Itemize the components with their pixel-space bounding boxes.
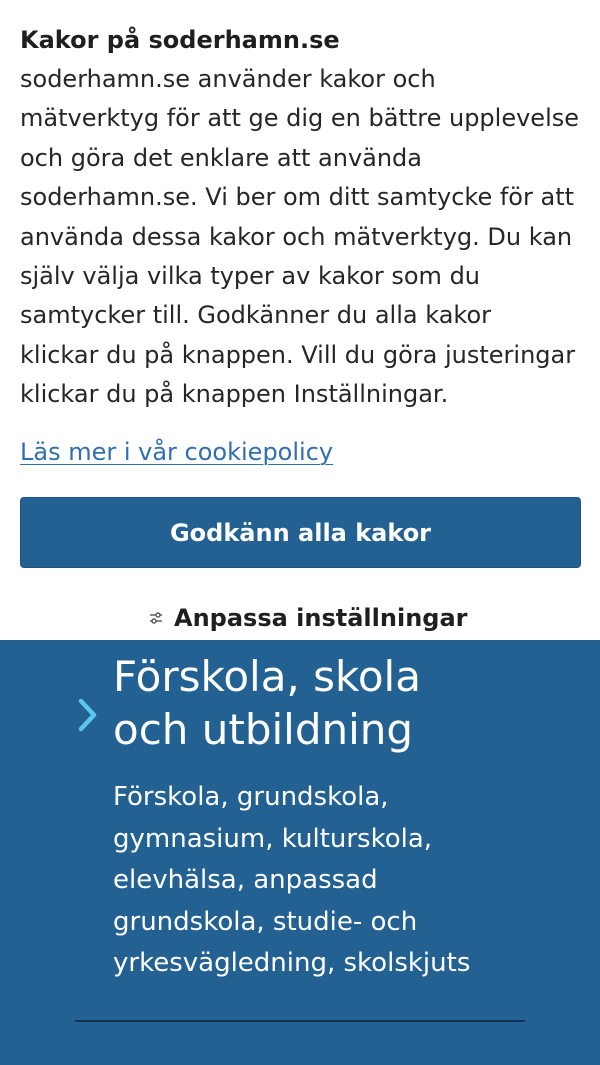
cookie-text-line: soderhamn.se använder kakor och [20, 65, 436, 93]
sliders-icon [148, 611, 164, 625]
accept-all-cookies-button[interactable]: Godkänn alla kakor [20, 497, 581, 568]
divider [75, 1020, 525, 1022]
chevron-right-icon [76, 695, 100, 735]
customize-settings-label: Anpassa inställningar [174, 604, 468, 632]
category-description-line: Förskola, grundskola, [113, 782, 389, 812]
cookie-text-line: använda dessa kakor och mätverktyg. Du kan [20, 222, 573, 251]
cookie-text-line: och göra det enklare att använda [20, 143, 422, 172]
cookie-text-line: soderhamn.se. Vi ber om ditt samtycke för att [20, 183, 575, 212]
category-description-line: grundskola, studie- och [113, 906, 418, 937]
category-description [113, 777, 470, 985]
category-card[interactable] [0, 640, 600, 1065]
category-description-line: gymnasium, kulturskola, [113, 823, 433, 854]
cookie-banner-text [20, 60, 585, 415]
cookie-policy-link[interactable]: Läs mer i vår cookiepolicy [20, 438, 334, 466]
category-title[interactable] [113, 650, 421, 756]
cookie-text-line: klickar du på knappen Inställningar. [20, 380, 449, 409]
cookie-text-line: samtycker till. Godkänner du alla kakor [20, 301, 491, 330]
customize-settings-button[interactable] [148, 604, 467, 632]
category-description-line: yrkesvägledning, skolskjuts [113, 948, 471, 978]
category-title-line: Förskola, skola [113, 652, 421, 701]
category-description-line: elevhälsa, anpassad [113, 865, 378, 895]
cookie-text-line: mätverktyg för att ge dig en bättre upplevelse [20, 104, 580, 133]
cookie-text-line: själv välja vilka typer av kakor som du [20, 262, 481, 291]
cookie-banner-title: Kakor på soderhamn.se [20, 26, 340, 54]
category-title-line: och utbildning [113, 705, 414, 754]
cookie-text-line: klickar du på knappen. Vill du göra justeringar [20, 340, 576, 369]
